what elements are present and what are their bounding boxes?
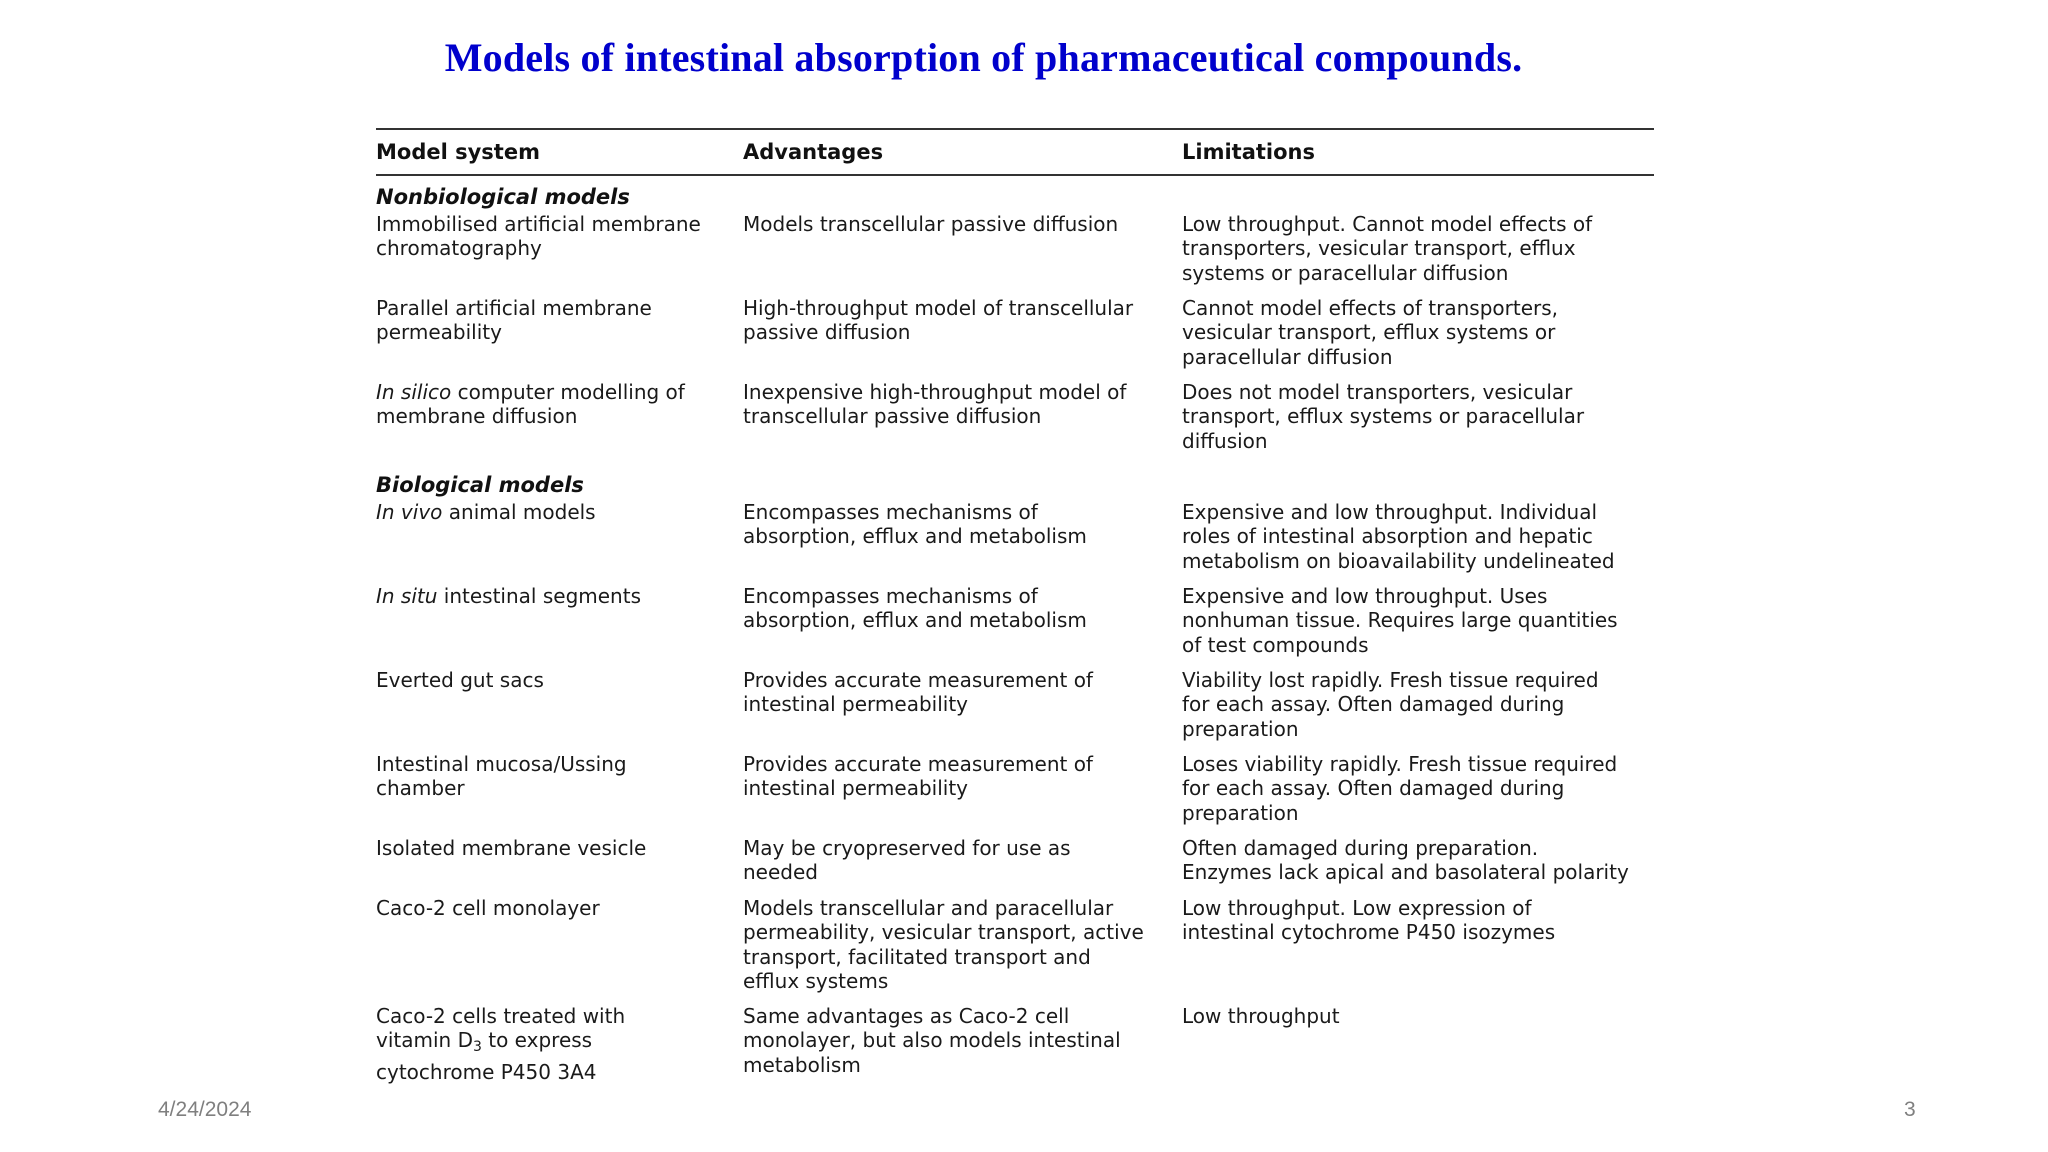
cell-limitations: Expensive and low throughput. Uses nonhuman tissue. Requires large quantities of test compounds [1182,583,1618,657]
model-rest: computer modelling of membrane diffusion [376,379,685,428]
cell-advantages: Provides accurate measurement of intestinal permeability [743,667,1093,716]
table-row [376,1004,1654,1084]
subscript-3: 3 [472,1039,482,1055]
slide-title: Models of intestinal absorption of pharmaceutical compounds. [444,35,1523,80]
cell-limitations: Expensive and low throughput. Individual roles of intestinal absorption and hepatic metabolism on bioavailability undelineated [1182,499,1615,573]
cell-model: Parallel artificial membrane permeability [376,295,652,344]
model-rest: intestinal segments [437,583,641,608]
model-rest: animal models [442,499,596,524]
model-line-2-b: to express [481,1028,593,1052]
table-row [376,896,1654,1004]
section-nonbiological [376,182,1654,212]
cell-limitations: Loses viability rapidly. Fresh tissue required for each assay. Often damaged during preparation [1182,751,1618,825]
header-model-system: Model system [376,140,540,164]
cell-model: Caco-2 cell monolayer [376,895,600,920]
table-row [376,752,1654,836]
cell-limitations: Low throughput. Cannot model effects of transporters, vesicular transport, efflux systems or paracellular diffusion [1182,211,1593,285]
header-advantages: Advantages [743,140,884,164]
model-line-1: Caco-2 cells treated with [376,1003,626,1028]
cell-model: Isolated membrane vesicle [376,835,647,860]
section-label: Biological models [376,472,584,497]
table-header-row [376,130,1654,174]
cell-advantages: Models transcellular and paracellular permeability, vesicular transport, active transport, facilitated transport and efflux systems [743,895,1144,993]
table-row [376,836,1654,896]
cell-advantages: High-throughput model of transcellular passive diffusion [743,295,1134,344]
cell-model: Everted gut sacs [376,667,544,692]
model-line-2-a: vitamin D [376,1028,473,1052]
cell-advantages: Provides accurate measurement of intestinal permeability [743,751,1093,800]
header-limitations: Limitations [1182,140,1315,164]
table-row [376,584,1654,668]
cell-limitations: Cannot model effects of transporters, vesicular transport, efflux systems or paracellular diffusion [1182,295,1558,369]
table-row [376,296,1654,380]
cell-model: Immobilised artificial membrane chromatography [376,211,701,260]
cell-advantages: Encompasses mechanisms of absorption, efflux and metabolism [743,499,1087,548]
cell-advantages: May be cryopreserved for use as needed [743,835,1071,884]
cell-model [376,584,731,609]
table-row [376,500,1654,584]
section-label: Nonbiological models [376,184,630,209]
cell-advantages: Inexpensive high-throughput model of transcellular passive diffusion [743,379,1127,428]
cell-limitations: Does not model transporters, vesicular transport, efflux systems or paracellular diffusion [1182,379,1585,453]
footer-date: 4/24/2024 [158,1098,252,1121]
cell-limitations: Often damaged during preparation. Enzymes lack apical and basolateral polarity [1182,835,1629,884]
footer-page-number: 3 [1904,1098,1916,1121]
cell-limitations: Low throughput [1182,1003,1340,1028]
table-row [376,212,1654,296]
model-italic: In silico [376,379,452,404]
cell-advantages: Models transcellular passive diffusion [743,211,1119,236]
cell-limitations: Viability lost rapidly. Fresh tissue required for each assay. Often damaged during preparation [1182,667,1599,741]
cell-model [376,380,731,429]
cell-advantages: Encompasses mechanisms of absorption, efflux and metabolism [743,583,1087,632]
table-row [376,668,1654,752]
model-line-3: cytochrome P450 3A4 [376,1059,597,1084]
cell-advantages: Same advantages as Caco-2 cell monolayer, but also models intestinal metabolism [743,1003,1121,1077]
model-line-2 [376,1028,731,1060]
cell-model [376,1004,731,1085]
cell-limitations: Low throughput. Low expression of intestinal cytochrome P450 isozymes [1182,895,1556,944]
comparison-table [376,128,1654,1084]
model-italic: In situ [376,583,438,608]
section-biological [376,470,1654,500]
cell-model: Intestinal mucosa/Ussing chamber [376,751,627,800]
table-row [376,380,1654,470]
model-italic: In vivo [376,499,443,524]
cell-model [376,500,731,525]
